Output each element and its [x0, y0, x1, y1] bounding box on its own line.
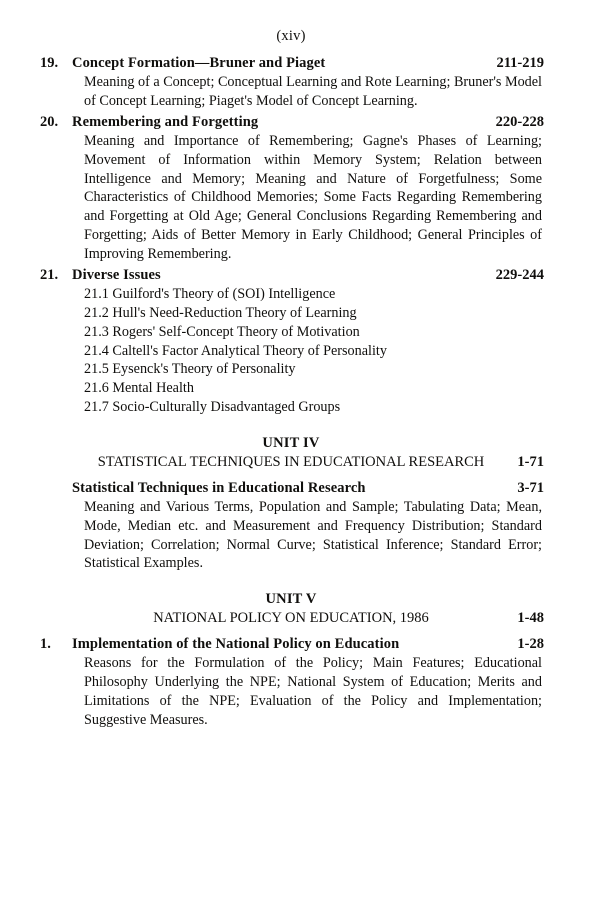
- toc-entry-description: Reasons for the Formulation of the Policy; Main Features; Educational Philosophy Underlying the NPE; National System of Education; Merits and Limitations of the NPE; Evaluation of the Policy and Implementation; Suggestive Measures.: [84, 655, 542, 728]
- toc-entry-pages: 220-228: [495, 113, 544, 130]
- toc-entry-pages: 1-28: [517, 636, 544, 653]
- toc-entry-title[interactable]: Remembering and Forgetting: [72, 113, 259, 130]
- unit-pages: 1-71: [517, 454, 544, 470]
- toc-entry: [38, 636, 544, 730]
- unit-heading-block: [38, 435, 544, 472]
- toc-entry: [38, 267, 544, 417]
- toc-entry-title[interactable]: Implementation of the National Policy on Education: [72, 636, 400, 653]
- toc-entry-description: Meaning and Importance of Remembering; Gagne's Phases of Learning; Movement of Information within Memory System; Relation between Intelligence and Memory; Meaning and Nature of Forgetfulness; Some Characteristics of Childhood Memories; Some Facts Regarding Remembering and Forgetting at Old Age; General Conclusions Regarding Remembering and Forgetting; Aids of Better Memory in Early Childhood; General Principles of Improving Remembering.: [84, 132, 542, 262]
- toc-entry-number: 21.: [40, 266, 59, 283]
- unit-label: UNIT V: [265, 591, 317, 608]
- toc-entry-description: Meaning and Various Terms, Population and Sample; Tabulating Data; Mean, Mode, Median etc. and Measurement and Frequency Distribution; Standard Deviation; Correlation; Normal Curve; Statistical Inference; Standard Error; Statistical Examples.: [84, 498, 542, 572]
- unit-label: UNIT IV: [262, 435, 320, 451]
- page-folio: (xiv): [276, 28, 306, 44]
- unit-title: STATISTICAL TECHNIQUES IN EDUCATIONAL RESEARCH: [97, 454, 485, 470]
- toc-entry-header: [38, 55, 544, 72]
- toc-entry-header: [38, 636, 544, 653]
- toc-entry-header: [38, 267, 544, 284]
- toc-subitem[interactable]: 21.3 Rogers' Self-Concept Theory of Motivation: [84, 323, 360, 340]
- toc-subitem[interactable]: 21.2 Hull's Need-Reduction Theory of Learning: [84, 304, 357, 321]
- toc-entry-header: [38, 114, 544, 131]
- toc-entry-title[interactable]: Concept Formation—Bruner and Piaget: [72, 55, 326, 71]
- toc-subitem[interactable]: 21.7 Socio-Culturally Disadvantaged Groups: [84, 399, 341, 416]
- toc-entry-title[interactable]: Statistical Techniques in Educational Research: [72, 479, 366, 496]
- toc-entry: [38, 480, 544, 574]
- toc-entry-header: [38, 480, 544, 497]
- unit-heading-block: [38, 591, 544, 628]
- toc-subitem-list: [84, 285, 544, 417]
- toc-entry-number: 20.: [40, 113, 59, 130]
- toc-entry: [38, 114, 544, 264]
- toc-entry-number: 19.: [40, 55, 59, 71]
- unit-title-row: [38, 609, 544, 628]
- unit-title-row: [38, 453, 544, 472]
- toc-subitem[interactable]: 21.4 Caltell's Factor Analytical Theory of Personality: [84, 342, 387, 359]
- toc-entry: [38, 55, 544, 111]
- toc-entry-number: 1.: [40, 636, 51, 653]
- toc-entry-pages: 3-71: [517, 479, 544, 496]
- toc-entry-title[interactable]: Diverse Issues: [72, 266, 161, 283]
- toc-entry-description: Meaning of a Concept; Conceptual Learning and Rote Learning; Bruner's Model of Concept Learning; Piaget's Model of Concept Learning.: [84, 74, 543, 109]
- toc-subitem[interactable]: 21.6 Mental Health: [84, 380, 194, 397]
- unit-pages: 1-48: [517, 610, 544, 627]
- toc-subitem[interactable]: 21.1 Guilford's Theory of (SOI) Intelligence: [84, 285, 336, 302]
- unit-title: NATIONAL POLICY ON EDUCATION, 1986: [153, 610, 429, 627]
- toc-entry-pages: 229-244: [495, 266, 544, 283]
- toc-entry-pages: 211-219: [496, 55, 544, 71]
- toc-subitem[interactable]: 21.5 Eysenck's Theory of Personality: [84, 361, 296, 378]
